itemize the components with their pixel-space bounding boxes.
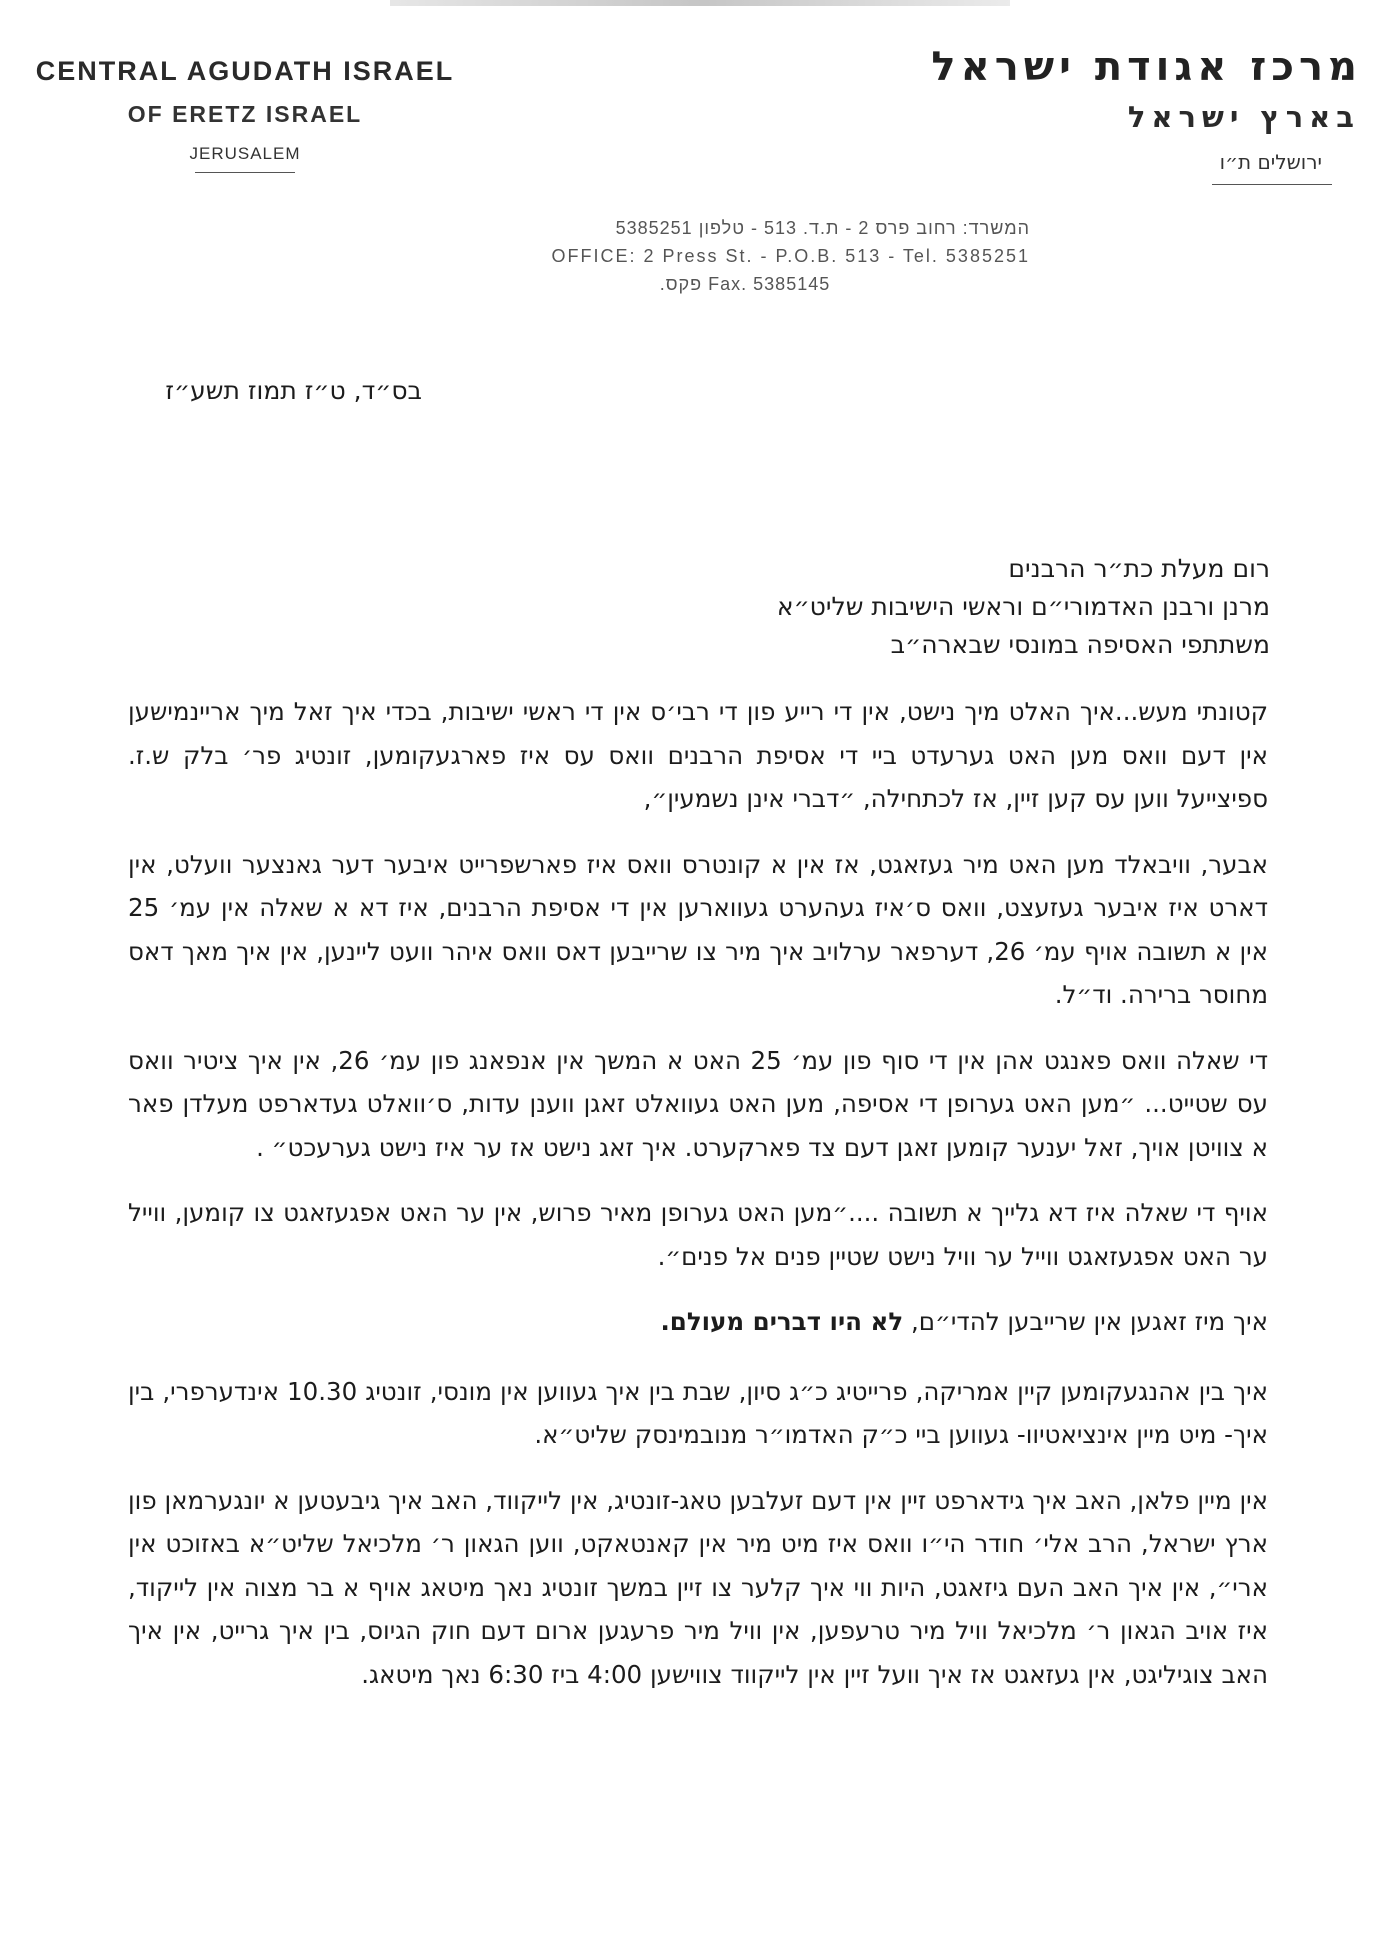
office-info	[370, 214, 1030, 298]
paragraph-denial	[128, 1300, 1268, 1344]
letterhead-english	[30, 56, 460, 173]
bold-phrase: לא היו דברים מעולם.	[660, 1307, 904, 1336]
denial-text: איך מיז זאגען אין שרייבען להדי״ם,	[911, 1307, 1268, 1336]
paragraph: אויף די שאלה איז דא גלייך א תשובה ....״מען האט גערופן מאיר פרוש, אין ער האט אפגעזאגט צו קומען, ווייל ער האט אפגעזאגט ווייל ער וויל נישט שטיין פנים אל פנים״.	[128, 1198, 1268, 1271]
office-fax: Fax. 5385145 פקס.	[659, 274, 831, 294]
letterhead-en-rule	[195, 172, 295, 173]
scan-top-strip	[390, 0, 1010, 6]
paragraph: קטונתי מעש...איך האלט מיך נישט, אין די רייע פון די רבי׳ס אין די ראשי ישיבות, בכדי איך זאל מיך אריינמישען אין דעם וואס מען האט גערעדט ביי די אסיפת הרבנים וואס עס איז פארגעקומען, זונטיג פר׳ בלק ש.ז. ספיצייעל ווען עס קען זיין, אז לכתחילה, ״דברי אינן נשמעין״,	[128, 697, 1268, 813]
address-line: רום מעלת כת״ר הרבנים	[1008, 554, 1270, 583]
letter-date: בס״ד, ט״ז תמוז תשע״ז	[165, 376, 422, 405]
office-hebrew: המשרד: רחוב פרס 2 - ת.ד. 513 - טלפון 5385251	[615, 218, 1030, 238]
letterhead-en-line2: OF ERETZ ISRAEL	[127, 101, 363, 127]
letterhead-he-line3: ירושלים ת״ו	[1219, 150, 1322, 174]
address-line: משתתפי האסיפה במונסי שבארה״ב	[890, 630, 1270, 659]
paragraph: אבער, וויבאלד מען האט מיר געזאגט, אז אין א קונטרס וואס איז פארשפרייט איבער דער גאנצער וועלט, אין דארט איז איבער געזעצט, וואס ס׳איז געהערט געווארען אין די אסיפת הרבנים, איז דא א שאלה אין עמ׳ 25 אין א תשובה אויף עמ׳ 26, דערפאר ערלויב איך מיר צו שרייבען דאס וואס איהר וועט ליינען, אין איך מאך דאס מחוסר ברירה. וד״ל.	[128, 849, 1269, 1009]
letterhead-he-line2: בארץ ישראל	[1127, 100, 1360, 134]
letterhead-en-line3: JERUSALEM	[189, 144, 301, 163]
address-block	[170, 550, 1270, 664]
letterhead-he-line1: מרכז אגודת ישראל	[931, 44, 1362, 90]
letterhead-he-rule	[1212, 184, 1332, 185]
address-line: מרנן ורבנן האדמורי״ם וראשי הישיבות שליט״א	[776, 592, 1270, 621]
letterhead-en-line1: CENTRAL AGUDATH ISRAEL	[35, 56, 455, 86]
letter-body	[128, 690, 1268, 1718]
paragraph: די שאלה וואס פאנגט אהן אין די סוף פון עמ׳ 25 האט א המשך אין אנפאנג פון עמ׳ 26, אין איך ציטיר וואס עס שטייט... ״מען האט גערופן די אסיפה, מען האט געוואלט זאגן ווענן עדות, ס׳וואלט געדארפט מעלדן פאר א צוויטן אויך, זאל יענער קומען זאגן דעם צד פארקערט. איך זאג נישט אז ער איז נישט גערעכט״ .	[128, 1045, 1268, 1162]
paragraph: איך בין אהנגעקומען קיין אמריקה, פרייטיג כ״ג סיון, שבת בין איך געווען אין מונסי, זונטיג 10.30 אינדערפרי, בין איך- מיט מיין אינציאטיוו- געווען ביי כ״ק האדמו״ר מנובמינסק שליט״א.	[128, 1376, 1269, 1449]
office-english: OFFICE: 2 Press St. - P.O.B. 513 - Tel. 5385251	[551, 246, 1030, 266]
letterhead-hebrew	[892, 44, 1362, 185]
paragraph: אין מיין פלאן, האב איך גידארפט זיין אין דעם זעלבען טאג-זונטיג, אין לייקווד, האב איך גיבעטען א יונגערמאן פון ארץ ישראל, הרב אלי׳ חודר הי״ו וואס איז מיט מיר אין קאנטאקט, ווען הגאון ר׳ מלכיאל שליט״א באזוכט אין ארי״, אין איך האב העם גיזאגט, היות ווי איך קלער צו זיין במשך זונטיג נאך מיטאג אויף א בר מצוה אין לייקוד, איז אויב הגאון ר׳ מלכיאל וויל מיר טרעפען, אין וויל מיר פרעגען ארום דעם חוק הגיוס, בין איך גרייט, אין איך האב צוגיליגט, אין געזאגט אז איך וועל זיין אין לייקווד צווישען 4:00 ביז 6:30 נאך מיטאג.	[128, 1485, 1268, 1689]
